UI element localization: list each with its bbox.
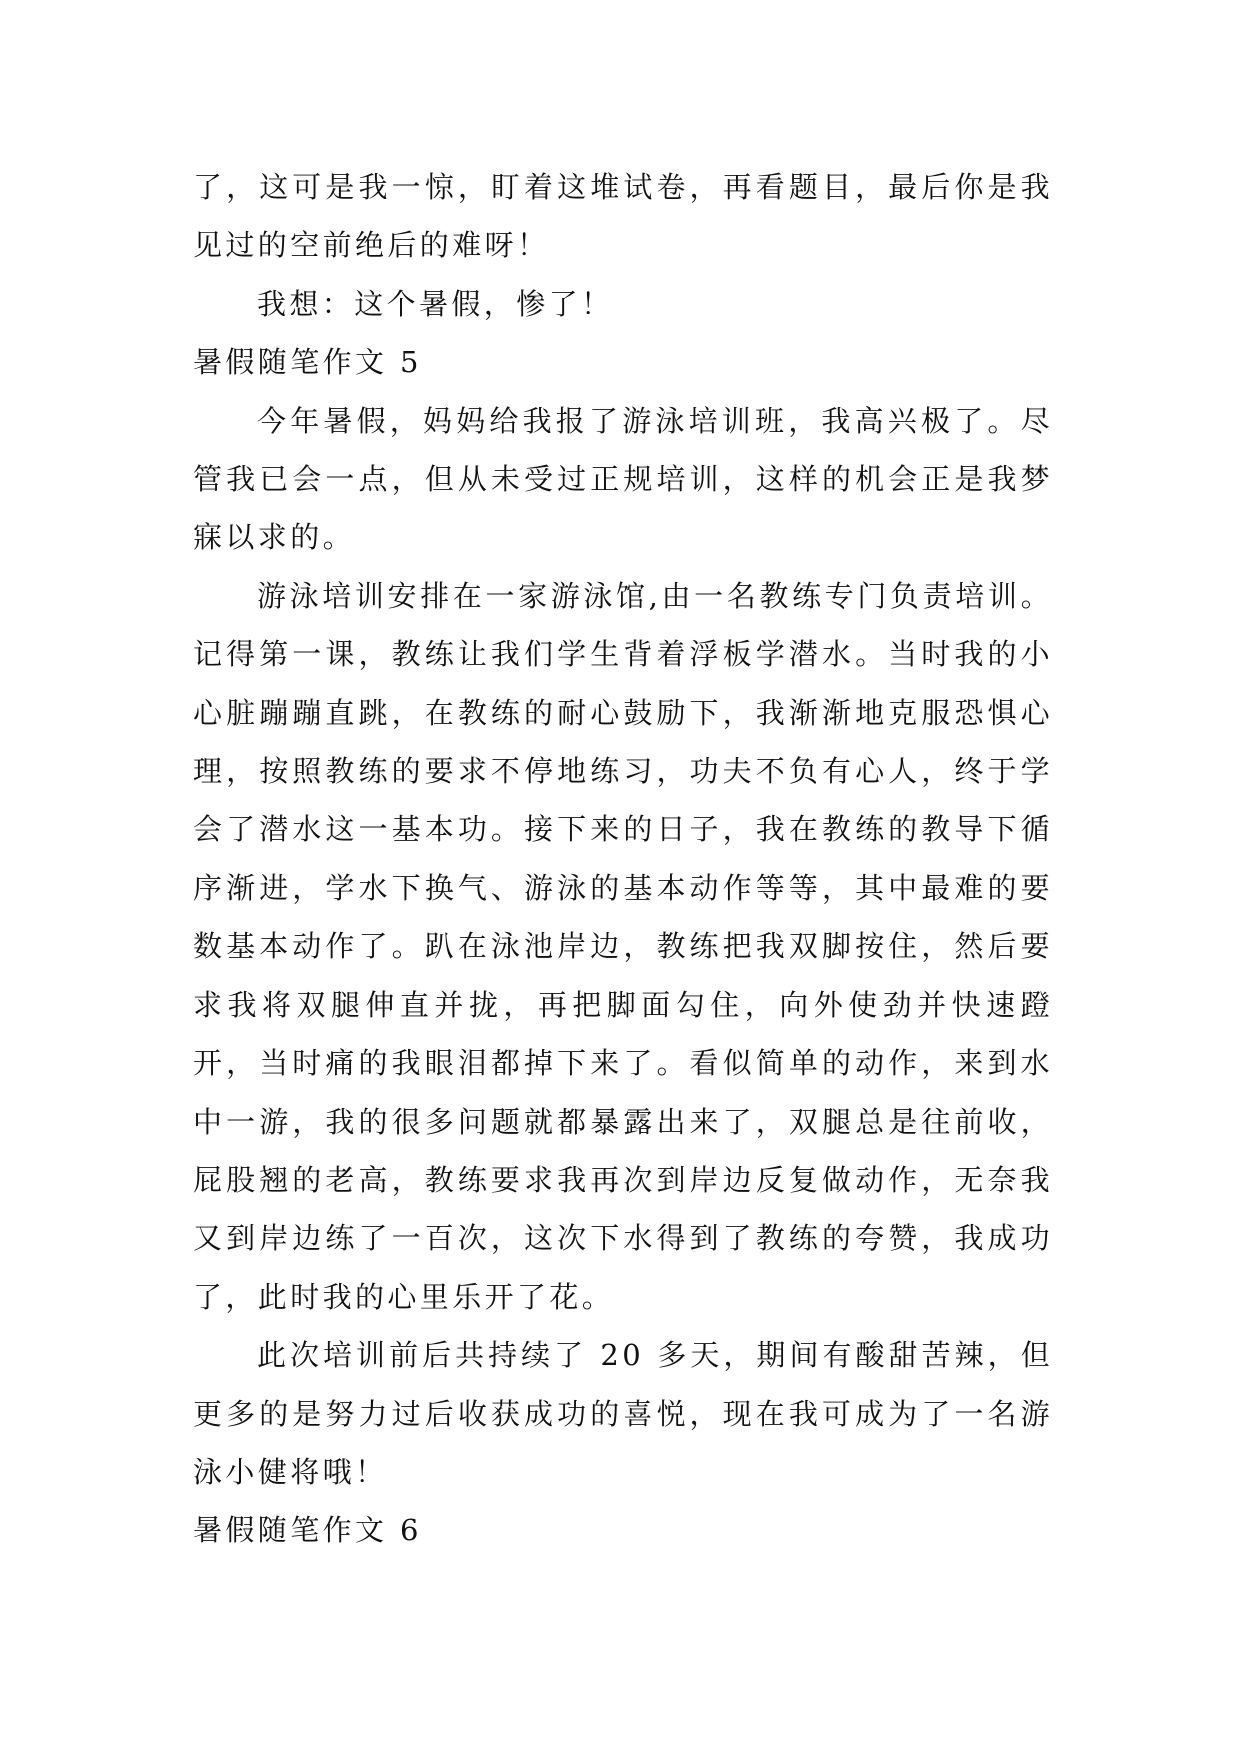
essay-5-paragraph-2: 游泳培训安排在一家游泳馆,由一名教练专门负责培训。记得第一课，教练让我们学生背着浮板学潜水。当时我的小心脏蹦蹦直跳，在教练的耐心鼓励下，我渐渐地克服恐惧心理，按照教练的要求不停地练习，功夫不负有心人，终于学会了潜水这一基本功。接下来的日子，我在教练的教导下循序渐进，学水下换气、游泳的基本动作等等，其中最难的要数基本动作了。趴在泳池岸边，教练把我双脚按住，然后要求我将双腿伸直并拢，再把脚面勾住，向外使劲并快速蹬开，当时痛的我眼泪都掉下来了。看似简单的动作，来到水中一游，我的很多问题就都暴露出来了，双腿总是往前收，屁股翘的老高，教练要求我再次到岸边反复做动作，无奈我又到岸边练了一百次，这次下水得到了教练的夸赞，我成功了，此时我的心里乐开了花。	[193, 578, 1053, 1314]
paragraph-reflection: 我想：这个暑假，惨了！	[257, 286, 614, 321]
essay-6-title: 暑假随笔作文 6	[193, 1513, 422, 1548]
essay-5-paragraph-1: 今年暑假，妈妈给我报了游泳培训班，我高兴极了。尽管我已会一点，但从未受过正规培训，这样的机会正是我梦寐以求的。	[193, 403, 1053, 555]
essay-5-paragraph-3: 此次培训前后共持续了 20 多天，期间有酸甜苦辣，但更多的是努力过后收获成功的喜悦，现在我可成为了一名游泳小健将哦！	[193, 1338, 1053, 1489]
document-body	[193, 158, 1053, 1560]
paragraph-continuation: 了，这可是我一惊，盯着这堆试卷，再看题目，最后你是我见过的空前绝后的难呀！	[193, 170, 1053, 263]
essay-5-title: 暑假随笔作文 5	[193, 345, 422, 380]
